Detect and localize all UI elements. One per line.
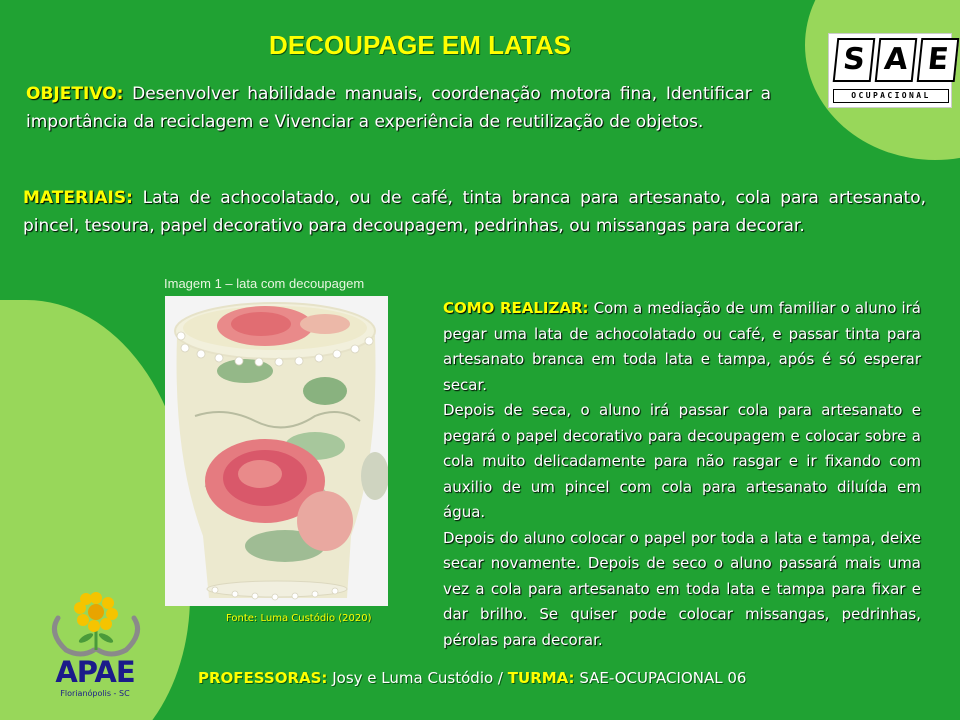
objective-paragraph: [26, 80, 771, 136]
sae-logo-subtitle: OCUPACIONAL: [833, 89, 949, 103]
class-value: SAE-OCUPACIONAL 06: [579, 669, 747, 687]
objective-text: Desenvolver habilidade manuais, coordenação motora fina, Identificar a importância da reciclagem e Vivenciar a experiência de reutilização de objetos.: [26, 84, 771, 132]
image-source: Fonte: Luma Custódio (2020): [226, 613, 372, 624]
materials-label: MATERIAIS:: [23, 188, 133, 208]
how-to-section: [443, 296, 921, 653]
teachers-label: PROFESSORAS:: [198, 669, 328, 687]
how-to-paragraph-2: Depois de seca, o aluno irá passar cola para artesanato e pegará o papel decorativo para decoupagem e colocar sobre a cola muito delicadamente para não rasgar e ir fixando com auxilio de um pincel com cola para artesanato diluída em água.: [443, 401, 921, 521]
sae-logo-letter-s: S: [833, 38, 876, 82]
sae-logo: [828, 33, 952, 108]
materials-text: Lata de achocolatado, ou de café, tinta branca para artesanato, cola para artesanato, pincel, tesoura, papel decorativo para decoupagem, pedrinhas, ou missangas para decorar.: [23, 188, 926, 236]
decoupage-can-photo: [165, 296, 388, 606]
how-to-text-1: Com a mediação de um familiar o aluno irá pegar uma lata de achocolatado ou café, e passar tinta para artesanato branca em toda lata e tampa, após é só esperar secar.: [443, 299, 921, 394]
footer: [198, 669, 746, 687]
how-to-paragraph-3: Depois do aluno colocar o papel por toda a lata e tampa, deixe secar novamente. Depois de seco o aluno passará mais uma vez a cola para artesanato em toda lata e tampa para fixar e dar brilho. Se quiser pode colocar missangas, pedrinhas, pérolas para decorar.: [443, 528, 921, 649]
apae-hands-flower-icon: [36, 588, 156, 658]
objective-label: OBJETIVO:: [26, 84, 124, 104]
apae-logo-city: Florianópolis - SC: [60, 689, 130, 698]
materials-paragraph: [23, 184, 926, 240]
apae-logo-name: APAE: [55, 655, 135, 689]
how-to-label: COMO REALIZAR:: [443, 299, 589, 317]
how-to-paragraph-1: [443, 296, 921, 398]
teachers-value: Josy e Luma Custódio /: [332, 669, 503, 687]
class-label: TURMA:: [507, 669, 575, 687]
sae-logo-letter-a: A: [875, 38, 918, 82]
page-title: DECOUPAGE EM LATAS: [269, 30, 571, 60]
image-caption: Imagem 1 – lata com decoupagem: [164, 276, 365, 291]
sae-logo-letter-e: E: [917, 38, 960, 82]
